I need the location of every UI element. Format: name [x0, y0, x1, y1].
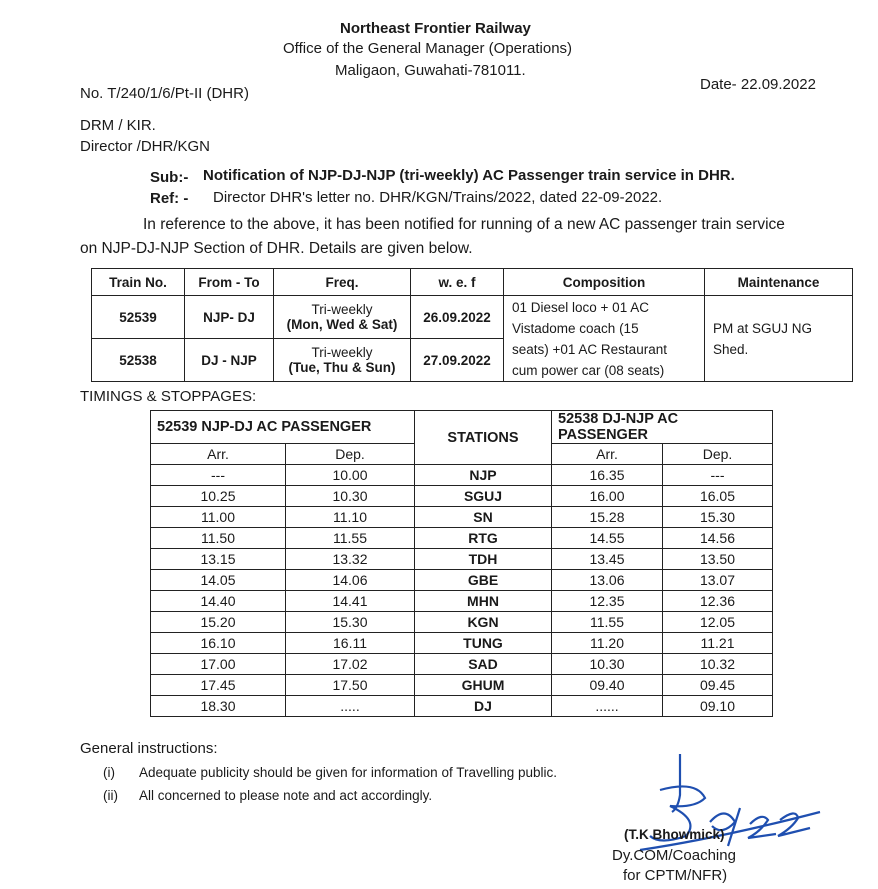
reference-number: No. T/240/1/6/Pt-II (DHR) — [80, 85, 249, 102]
table-row — [92, 296, 853, 339]
signatory-designation: Dy.COM/Coaching — [612, 847, 736, 864]
arr-52539: --- — [151, 465, 286, 486]
composition-cell — [504, 296, 705, 382]
timing-row — [151, 696, 773, 717]
timing-row — [151, 465, 773, 486]
frequency — [274, 339, 411, 382]
arr-52538: 12.35 — [552, 591, 663, 612]
arr-52539: 14.40 — [151, 591, 286, 612]
arr-52538: 11.55 — [552, 612, 663, 633]
dep-header: Dep. — [286, 444, 415, 465]
station: GHUM — [415, 675, 552, 696]
dep-52539: 14.41 — [286, 591, 415, 612]
timing-row — [151, 675, 773, 696]
dep-52539: 10.30 — [286, 486, 415, 507]
dep-52538: 09.45 — [663, 675, 773, 696]
freq-days: (Mon, Wed & Sat) — [286, 317, 398, 332]
recipient-1: DRM / KIR. — [80, 117, 156, 134]
instruction-num: (ii) — [103, 788, 118, 803]
arr-52538: 16.35 — [552, 465, 663, 486]
freq-label: Tri-weekly — [311, 345, 373, 360]
dep-52539: 11.10 — [286, 507, 415, 528]
maintenance-cell — [705, 296, 853, 382]
arr-52538: ...... — [552, 696, 663, 717]
th-train-no: Train No. — [92, 269, 185, 296]
office-address: Maligaon, Guwahati-781011. — [335, 62, 526, 79]
station: SN — [415, 507, 552, 528]
route: DJ - NJP — [185, 339, 274, 382]
arr-52539: 18.30 — [151, 696, 286, 717]
arr-header: Arr. — [151, 444, 286, 465]
office-name: Office of the General Manager (Operations) — [283, 40, 573, 57]
arr-52539: 10.25 — [151, 486, 286, 507]
dep-52539: 11.55 — [286, 528, 415, 549]
arr-52539: 14.05 — [151, 570, 286, 591]
arr-52538: 15.28 — [552, 507, 663, 528]
wef-date: 26.09.2022 — [411, 296, 504, 339]
dep-52539: 15.30 — [286, 612, 415, 633]
dep-52538: 12.36 — [663, 591, 773, 612]
arr-52539: 17.00 — [151, 654, 286, 675]
dep-52538: 15.30 — [663, 507, 773, 528]
timings-title: TIMINGS & STOPPAGES: — [80, 388, 257, 405]
dep-52539: 17.02 — [286, 654, 415, 675]
dep-52538: 11.21 — [663, 633, 773, 654]
train-no: 52539 — [92, 296, 185, 339]
dep-52538: --- — [663, 465, 773, 486]
arr-header: Arr. — [552, 444, 663, 465]
timing-row — [151, 591, 773, 612]
station: DJ — [415, 696, 552, 717]
station: KGN — [415, 612, 552, 633]
timings-body — [151, 465, 773, 717]
dep-52539: 16.11 — [286, 633, 415, 654]
timing-row — [151, 612, 773, 633]
dep-52539: 17.50 — [286, 675, 415, 696]
signatory-for: for CPTM/NFR) — [623, 867, 728, 884]
timing-row — [151, 570, 773, 591]
dep-header: Dep. — [663, 444, 773, 465]
arr-52538: 13.45 — [552, 549, 663, 570]
timing-row — [151, 507, 773, 528]
timing-row — [151, 549, 773, 570]
timing-row — [151, 633, 773, 654]
dep-52539: 13.32 — [286, 549, 415, 570]
arr-52538: 10.30 — [552, 654, 663, 675]
station: SGUJ — [415, 486, 552, 507]
service-table — [91, 268, 853, 382]
frequency — [274, 296, 411, 339]
instruction-num: (i) — [103, 765, 115, 780]
subject-text: Notification of NJP-DJ-NJP (tri-weekly) AC Passenger train service in DHR. — [203, 167, 735, 184]
ref-text: Director DHR's letter no. DHR/KGN/Trains/2022, dated 22-09-2022. — [213, 189, 663, 206]
timing-row — [151, 528, 773, 549]
maintenance-line: PM at SGUJ NG — [713, 320, 813, 336]
instructions-title: General instructions: — [80, 740, 218, 757]
dep-52538: 10.32 — [663, 654, 773, 675]
composition-line: Vistadome coach (15 — [512, 320, 639, 336]
dep-52538: 12.05 — [663, 612, 773, 633]
arr-52539: 17.45 — [151, 675, 286, 696]
train-52538-title: 52538 DJ-NJP AC PASSENGER — [552, 411, 773, 444]
station: NJP — [415, 465, 552, 486]
freq-label: Tri-weekly — [311, 302, 373, 317]
arr-52539: 16.10 — [151, 633, 286, 654]
arr-52538: 11.20 — [552, 633, 663, 654]
instruction-text: Adequate publicity should be given for information of Travelling public. — [139, 765, 557, 780]
dep-52538: 13.07 — [663, 570, 773, 591]
letter-date: Date- 22.09.2022 — [700, 76, 816, 93]
wef-date: 27.09.2022 — [411, 339, 504, 382]
ref-label: Ref: - — [150, 190, 189, 207]
org-name: Northeast Frontier Railway — [340, 20, 531, 37]
recipient-2: Director /DHR/KGN — [80, 138, 211, 155]
th-maintenance: Maintenance — [705, 269, 853, 296]
dep-52538: 09.10 — [663, 696, 773, 717]
timing-row — [151, 486, 773, 507]
arr-52538: 13.06 — [552, 570, 663, 591]
dep-52538: 13.50 — [663, 549, 773, 570]
arr-52538: 16.00 — [552, 486, 663, 507]
station: MHN — [415, 591, 552, 612]
arr-52539: 11.00 — [151, 507, 286, 528]
arr-52538: 14.55 — [552, 528, 663, 549]
body-line-1: In reference to the above, it has been notified for running of a new AC passenger train service — [143, 216, 785, 233]
composition-line: cum power car (08 seats) — [512, 362, 665, 378]
freq-days: (Tue, Thu & Sun) — [288, 360, 396, 375]
dep-52539: ..... — [286, 696, 415, 717]
timings-table — [150, 410, 773, 717]
train-no: 52538 — [92, 339, 185, 382]
arr-52538: 09.40 — [552, 675, 663, 696]
maintenance-line: Shed. — [713, 341, 749, 357]
station: TUNG — [415, 633, 552, 654]
th-wef: w. e. f — [411, 269, 504, 296]
composition-line: 01 Diesel loco + 01 AC — [512, 299, 649, 315]
station: GBE — [415, 570, 552, 591]
dep-52538: 14.56 — [663, 528, 773, 549]
stations-header: STATIONS — [415, 411, 552, 465]
dep-52538: 16.05 — [663, 486, 773, 507]
composition-line: seats) +01 AC Restaurant — [512, 341, 667, 357]
route: NJP- DJ — [185, 296, 274, 339]
station: TDH — [415, 549, 552, 570]
th-freq: Freq. — [274, 269, 411, 296]
dep-52539: 14.06 — [286, 570, 415, 591]
arr-52539: 11.50 — [151, 528, 286, 549]
th-from-to: From - To — [185, 269, 274, 296]
th-composition: Composition — [504, 269, 705, 296]
signatory-name: (T.K Bhowmick) — [624, 827, 725, 842]
arr-52539: 15.20 — [151, 612, 286, 633]
station: SAD — [415, 654, 552, 675]
station: RTG — [415, 528, 552, 549]
body-line-2: on NJP-DJ-NJP Section of DHR. Details are given below. — [80, 240, 473, 257]
dep-52539: 10.00 — [286, 465, 415, 486]
arr-52539: 13.15 — [151, 549, 286, 570]
timing-row — [151, 654, 773, 675]
train-52539-title: 52539 NJP-DJ AC PASSENGER — [151, 411, 415, 444]
instruction-text: All concerned to please note and act accordingly. — [139, 788, 433, 803]
subject-label: Sub:- — [150, 169, 189, 186]
